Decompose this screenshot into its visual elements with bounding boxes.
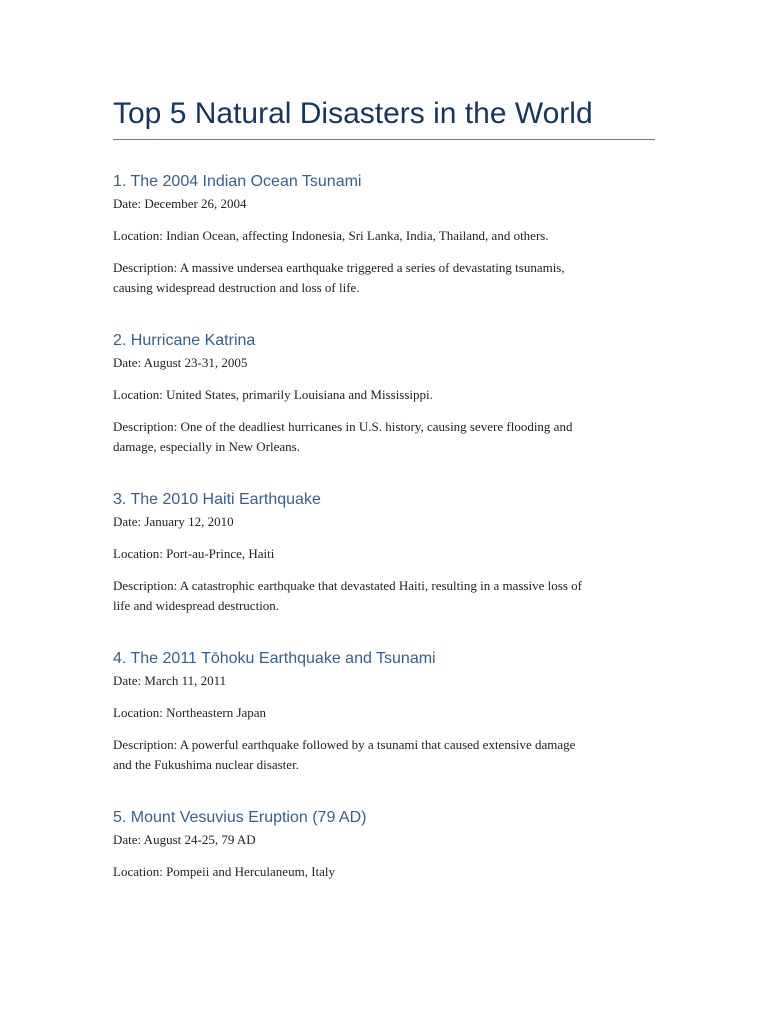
section-description	[113, 735, 655, 774]
section-description	[113, 576, 655, 615]
section-heading: 1. The 2004 Indian Ocean Tsunami	[113, 173, 362, 190]
section-heading: 4. The 2011 Tōhoku Earthquake and Tsunami	[113, 650, 436, 667]
title-underline	[113, 139, 655, 140]
section-date: Date: August 24-25, 79 AD	[113, 832, 256, 847]
description-line: Description: A catastrophic earthquake that devastated Haiti, resulting in a massive loss of	[113, 578, 582, 593]
section-location: Location: Port-au-Prince, Haiti	[113, 546, 275, 561]
disaster-section-5	[113, 808, 655, 882]
description-line: and the Fukushima nuclear disaster.	[113, 756, 299, 772]
description-line: causing widespread destruction and loss of life.	[113, 279, 360, 295]
description-line: Description: One of the deadliest hurricanes in U.S. history, causing severe flooding and	[113, 419, 573, 434]
section-heading: 5. Mount Vesuvius Eruption (79 AD)	[113, 809, 367, 826]
section-date: Date: December 26, 2004	[113, 196, 247, 211]
disaster-section-4	[113, 649, 655, 774]
document-page	[113, 0, 655, 879]
section-date: Date: January 12, 2010	[113, 514, 234, 529]
disaster-section-2	[113, 331, 655, 456]
section-description	[113, 258, 655, 297]
section-location: Location: United States, primarily Louisiana and Mississippi.	[113, 387, 433, 402]
section-location: Location: Indian Ocean, affecting Indonesia, Sri Lanka, India, Thailand, and others.	[113, 228, 549, 243]
description-line: life and widespread destruction.	[113, 597, 280, 613]
description-line: Description: A massive undersea earthquake triggered a series of devastating tsunamis,	[113, 260, 565, 275]
section-heading: 3. The 2010 Haiti Earthquake	[113, 491, 321, 508]
disaster-section-3	[113, 490, 655, 615]
section-date: Date: March 11, 2011	[113, 673, 227, 688]
description-line: damage, especially in New Orleans.	[113, 438, 300, 454]
section-location: Location: Northeastern Japan	[113, 705, 267, 720]
disaster-section-1	[113, 172, 655, 297]
document-title: Top 5 Natural Disasters in the World	[113, 97, 593, 130]
section-description	[113, 417, 655, 456]
description-line: Description: A powerful earthquake followed by a tsunami that caused extensive damage	[113, 737, 576, 752]
section-heading: 2. Hurricane Katrina	[113, 332, 256, 349]
section-date: Date: August 23-31, 2005	[113, 355, 248, 370]
section-location: Location: Pompeii and Herculaneum, Italy	[113, 864, 336, 879]
